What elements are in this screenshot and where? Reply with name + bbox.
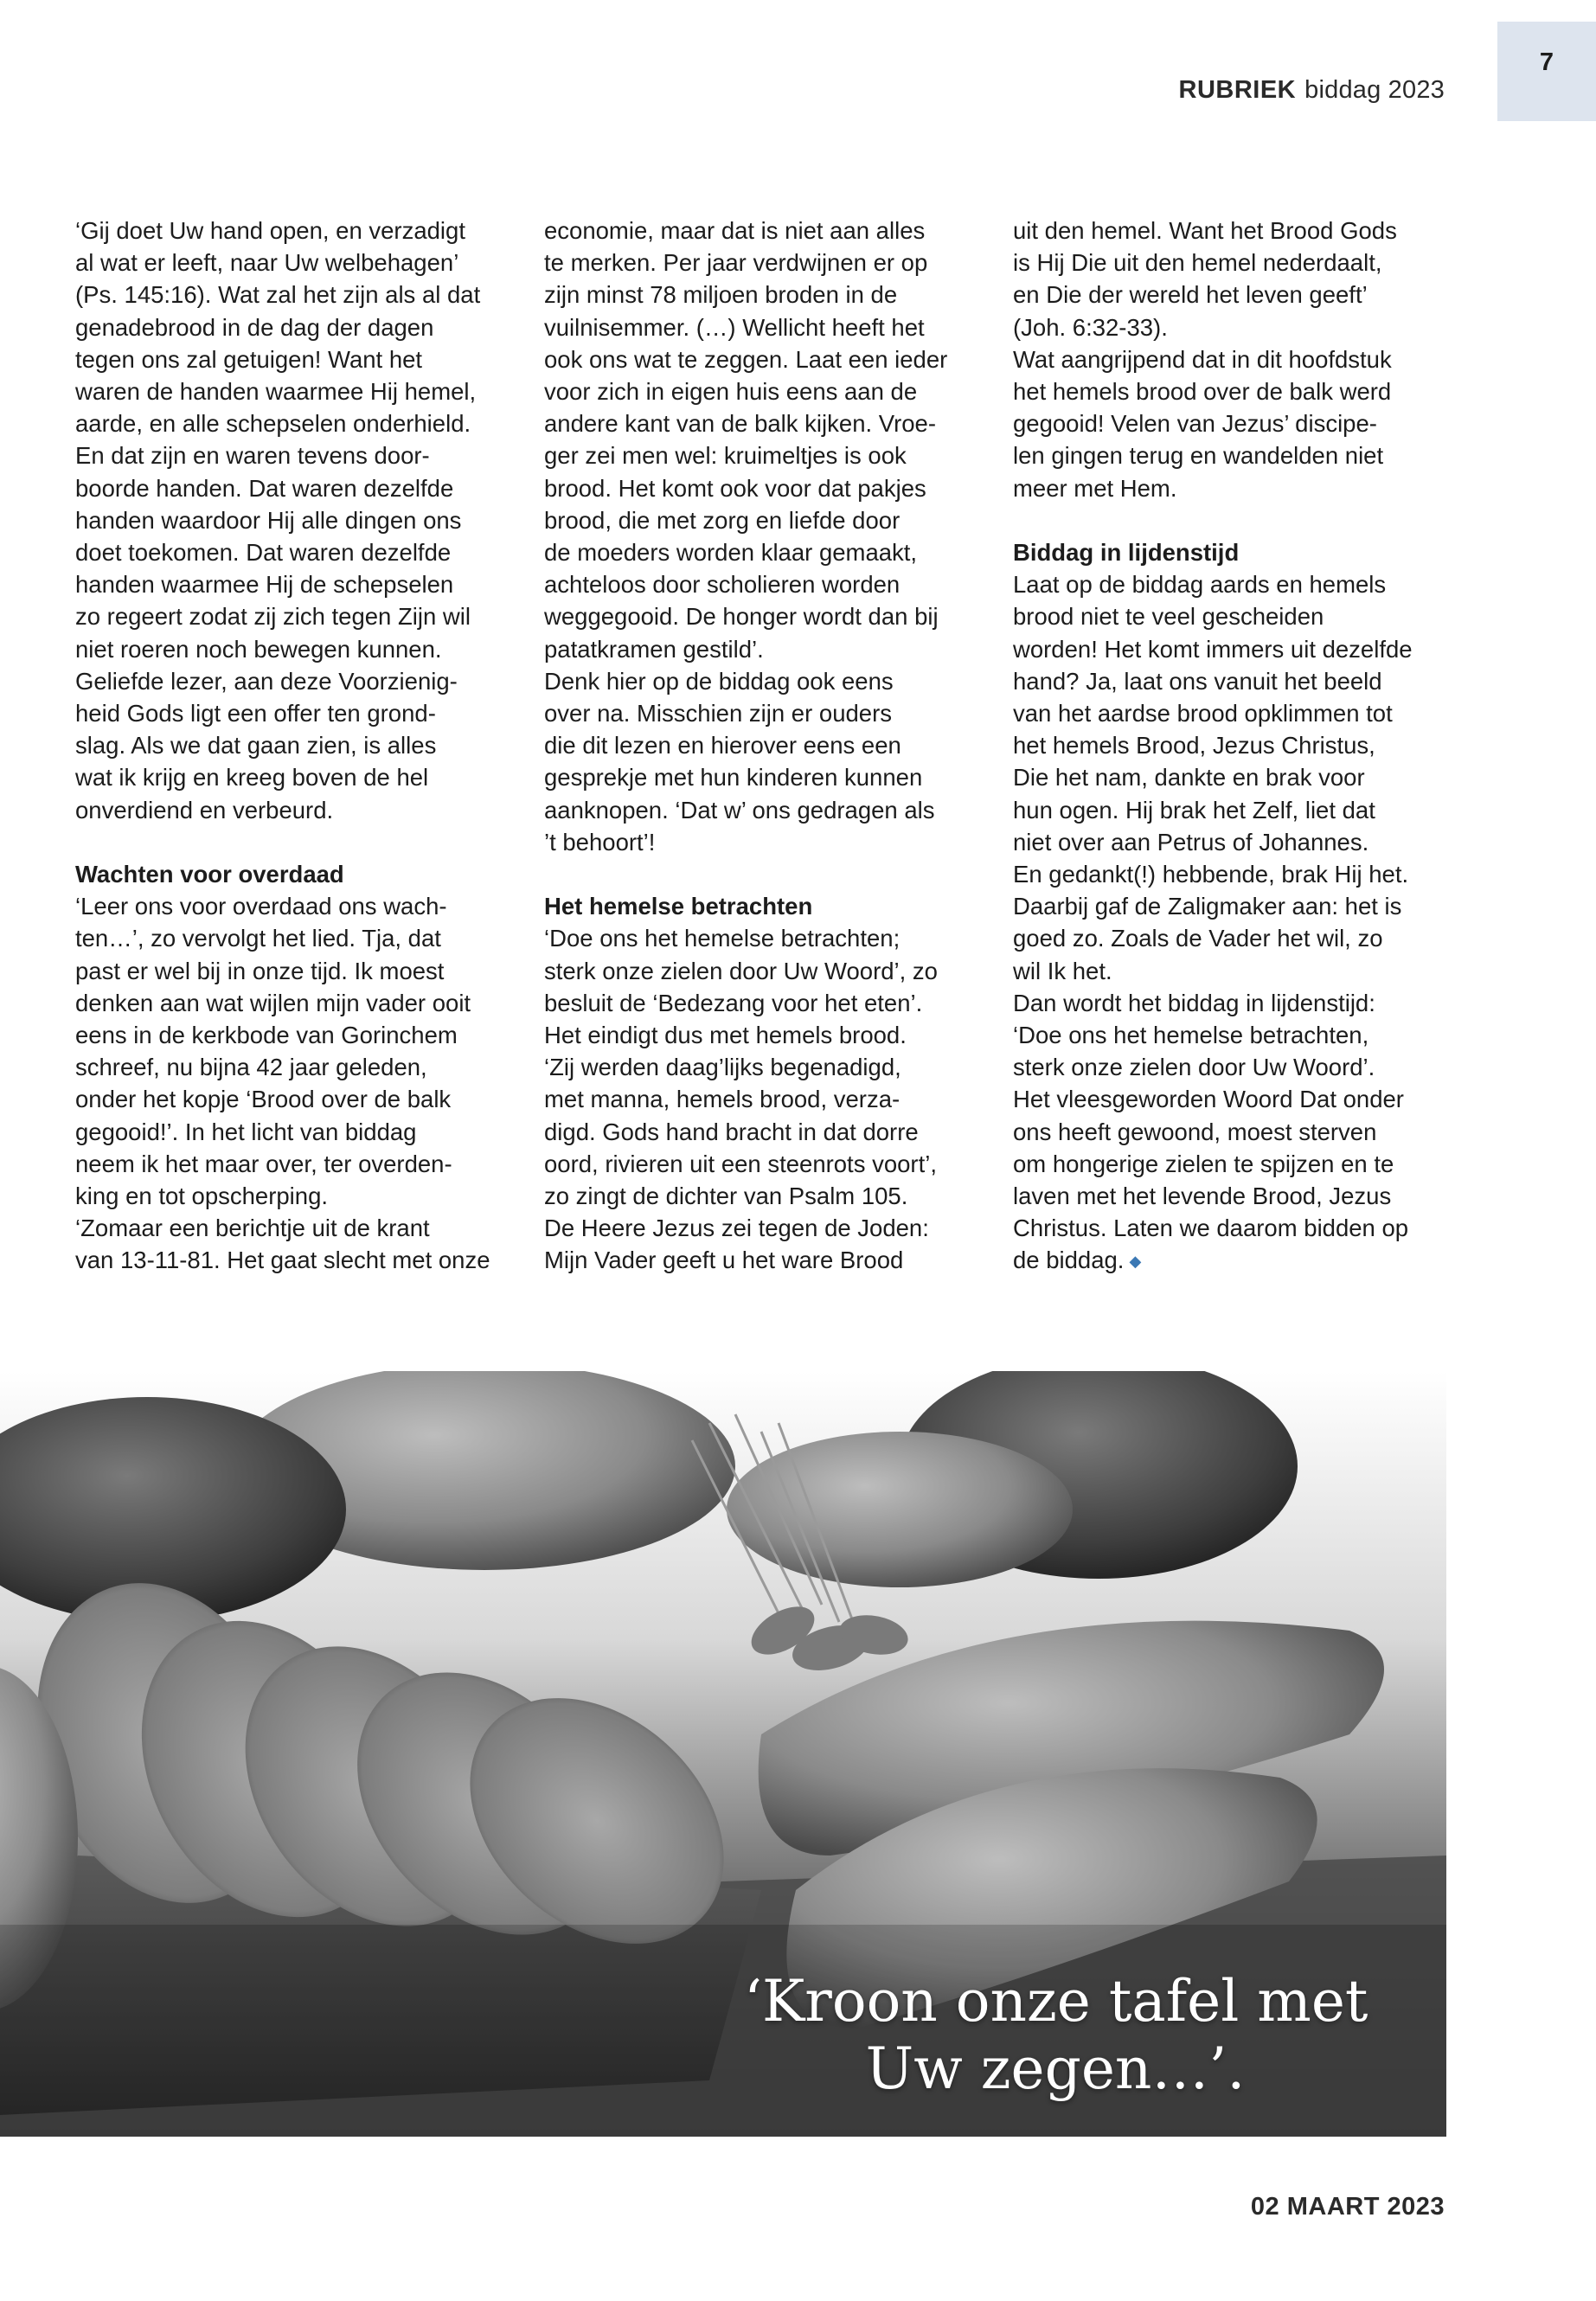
text-line: patatkramen gestild’.	[544, 635, 764, 663]
text-line: heid Gods ligt een offer ten grond-	[75, 700, 436, 727]
text-line: sterk onze zielen door Uw Woord’.	[1013, 1054, 1375, 1081]
text-line: hand? Ja, laat ons vanuit het beeld	[1013, 667, 1382, 695]
text-line: die dit lezen en hierover eens een	[544, 732, 901, 760]
text-line-content: de biddag.	[1013, 1247, 1125, 1274]
text-line: genadebrood in de dag der dagen	[75, 313, 434, 341]
text-line: al wat er leeft, naar Uw welbehagen’	[75, 249, 459, 277]
text-line: boorde handen. Dat waren dezelfde	[75, 474, 454, 502]
text-line: over na. Misschien zijn er ouders	[544, 700, 892, 727]
text-line: vuilnisemmer. (…) Wellicht heeft het	[544, 313, 925, 341]
text-line: andere kant van de balk kijken. Vroe-	[544, 410, 936, 438]
section-heading: Wachten voor overdaad	[75, 861, 344, 888]
text-line: (Joh. 6:32-33).	[1013, 313, 1168, 341]
text-line: doet toekomen. Dat waren dezelfde	[75, 539, 452, 567]
text-line: Die het nam, dankte en brak voor	[1013, 764, 1365, 792]
pull-quote	[744, 1968, 1367, 2103]
text-line: ‘Zij werden daag’lijks begenadigd,	[544, 1054, 901, 1081]
text-line: ten…’, zo vervolgt het lied. Tja, dat	[75, 925, 441, 952]
text-line: het hemels brood over de balk werd	[1013, 378, 1392, 406]
text-line: ger zei men wel: kruimeltjes is ook	[544, 442, 907, 470]
text-line: past er wel bij in onze tijd. Ik moest	[75, 957, 445, 984]
text-line: eens in de kerkbode van Gorinchem	[75, 1022, 458, 1049]
text-line: Geliefde lezer, aan deze Voorzienig-	[75, 667, 458, 695]
text-line: (Ps. 145:16). Wat zal het zijn als al dat	[75, 281, 481, 309]
text-line: en Die der wereld het leven geeft’	[1013, 281, 1368, 309]
text-line: brood niet te veel gescheiden	[1013, 603, 1324, 631]
text-line: ‘Zomaar een berichtje uit de krant	[75, 1215, 430, 1242]
page-number: 7	[1539, 48, 1554, 76]
text-line: Denk hier op de biddag ook eens	[544, 667, 894, 695]
text-line: van het aardse brood opklimmen tot	[1013, 700, 1393, 727]
text-line: niet over aan Petrus of Johannes.	[1013, 828, 1369, 856]
text-line: wat ik krijg en kreeg boven de hel	[75, 764, 429, 792]
running-header	[1179, 76, 1445, 105]
text-line: king en tot opscherping.	[75, 1183, 328, 1210]
text-line: Dan wordt het biddag in lijdenstijd:	[1013, 989, 1375, 1016]
article-column-2	[544, 215, 981, 1277]
text-line: met manna, hemels brood, verza-	[544, 1086, 901, 1113]
text-line: wil Ik het.	[1013, 957, 1112, 984]
text-line: hun ogen. Hij brak het Zelf, liet dat	[1013, 796, 1375, 824]
text-line: sterk onze zielen door Uw Woord’, zo	[544, 957, 938, 984]
text-line: denken aan wat wijlen mijn vader ooit	[75, 989, 471, 1016]
text-line: waren de handen waarmee Hij hemel,	[75, 378, 477, 406]
text-line: digd. Gods hand bracht in dat dorre	[544, 1118, 919, 1145]
paragraph-gap	[75, 826, 512, 858]
text-line: zijn minst 78 miljoen broden in de	[544, 281, 898, 309]
paragraph-gap	[544, 858, 981, 890]
text-line: economie, maar dat is niet aan alles	[544, 217, 926, 244]
text-line: brood, die met zorg en liefde door	[544, 506, 901, 534]
text-line: weggegooid. De honger wordt dan bij	[544, 603, 939, 631]
text-line: zo zingt de dichter van Psalm 105.	[544, 1183, 908, 1210]
section-heading: Het hemelse betrachten	[544, 893, 813, 920]
text-line: oord, rivieren uit een steenrots voort’,	[544, 1150, 937, 1177]
text-line: meer met Hem.	[1013, 474, 1177, 502]
text-line: gegooid!’. In het licht van biddag	[75, 1118, 417, 1145]
text-line: handen waardoor Hij alle dingen ons	[75, 506, 462, 534]
text-line: Wat aangrijpend dat in dit hoofdstuk	[1013, 345, 1392, 373]
text-line: te merken. Per jaar verdwijnen er op	[544, 249, 928, 277]
text-line: is Hij Die uit den hemel nederdaalt,	[1013, 249, 1382, 277]
text-line: achteloos door scholieren worden	[544, 571, 901, 599]
text-line: gesprekje met hun kinderen kunnen	[544, 764, 923, 792]
text-line: len gingen terug en wandelden niet	[1013, 442, 1384, 470]
text-line: Christus. Laten we daarom bidden op	[1013, 1215, 1409, 1242]
text-line: brood. Het komt ook voor dat pakjes	[544, 474, 926, 502]
text-line: het hemels Brood, Jezus Christus,	[1013, 732, 1375, 760]
text-line	[1013, 1244, 1450, 1278]
text-line: ook ons wat te zeggen. Laat een ieder	[544, 345, 948, 373]
text-line: neem ik het maar over, ter overden-	[75, 1150, 452, 1177]
text-line: aanknopen. ‘Dat w’ ons gedragen als	[544, 796, 935, 824]
text-line: onder het kopje ‘Brood over de balk	[75, 1086, 452, 1113]
text-line: uit den hemel. Want het Brood Gods	[1013, 217, 1397, 244]
text-line: besluit de ‘Bedezang voor het eten’.	[544, 989, 923, 1016]
text-line: ’t behoort’!	[544, 828, 656, 856]
text-line: zo regeert zodat zij zich tegen Zijn wil	[75, 603, 471, 631]
issue-date: 02 MAART 2023	[1250, 2193, 1445, 2221]
text-line: voor zich in eigen huis eens aan de	[544, 378, 918, 406]
text-line: aarde, en alle schepselen onderhield.	[75, 410, 471, 438]
pull-quote-line-1: ‘Kroon onze tafel met	[744, 1968, 1368, 2035]
text-line: ‘Gij doet Uw hand open, en verzadigt	[75, 217, 465, 244]
text-line: tegen ons zal getuigen! Want het	[75, 345, 423, 373]
text-line: ‘Doe ons het hemelse betrachten,	[1013, 1022, 1369, 1049]
text-line: En gedankt(!) hebbende, brak Hij het.	[1013, 861, 1409, 888]
text-line: gegooid! Velen van Jezus’ discipe-	[1013, 410, 1377, 438]
text-line: ‘Doe ons het hemelse betrachten;	[544, 925, 901, 952]
text-line: schreef, nu bijna 42 jaar geleden,	[75, 1054, 427, 1081]
text-line: ons heeft gewoond, moest sterven	[1013, 1118, 1377, 1145]
text-line: niet roeren noch bewegen kunnen.	[75, 635, 442, 663]
end-diamond-icon: ◆	[1129, 1253, 1142, 1271]
section-subtitle: biddag 2023	[1304, 76, 1445, 104]
text-line: ‘Leer ons voor overdaad ons wach-	[75, 893, 447, 920]
text-line: de moeders worden klaar gemaakt,	[544, 539, 918, 567]
text-line: Daarbij gaf de Zaligmaker aan: het is	[1013, 893, 1402, 920]
text-line: Laat op de biddag aards en hemels	[1013, 571, 1387, 599]
article-column-3	[1013, 215, 1450, 1279]
section-label: RUBRIEK	[1178, 76, 1297, 104]
text-line: handen waarmee Hij de schepselen	[75, 571, 454, 599]
text-line: onverdiend en verbeurd.	[75, 796, 334, 824]
text-line: laven met het levende Brood, Jezus	[1013, 1183, 1392, 1210]
text-line: goed zo. Zoals de Vader het wil, zo	[1013, 925, 1383, 952]
text-line: slag. Als we dat gaan zien, is alles	[75, 732, 437, 760]
paragraph-gap	[1013, 504, 1450, 536]
section-heading: Biddag in lijdenstijd	[1013, 539, 1240, 567]
text-line: van 13-11-81. Het gaat slecht met onze	[75, 1247, 490, 1274]
article-column-1	[75, 215, 512, 1277]
text-line: worden! Het komt immers uit dezelfde	[1013, 635, 1413, 663]
text-line: Mijn Vader geeft u het ware Brood	[544, 1247, 904, 1274]
pull-quote-line-2: Uw zegen…’.	[865, 2035, 1246, 2102]
page-number-tab	[1497, 22, 1596, 121]
text-line: Het vleesgeworden Woord Dat onder	[1013, 1086, 1404, 1113]
text-line: En dat zijn en waren tevens door-	[75, 442, 430, 470]
text-line: om hongerige zielen te spijzen en te	[1013, 1150, 1394, 1177]
text-line: Het eindigt dus met hemels brood.	[544, 1022, 907, 1049]
text-line: De Heere Jezus zei tegen de Joden:	[544, 1215, 929, 1242]
